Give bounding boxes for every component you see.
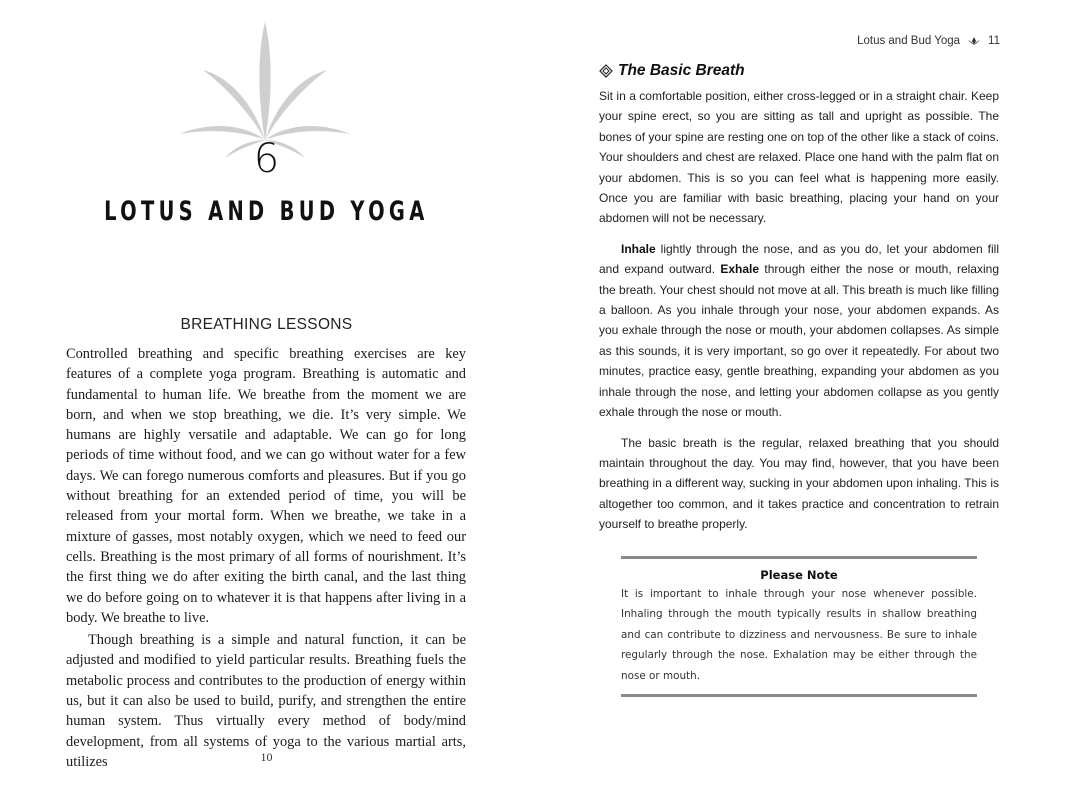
left-body-text: [66, 344, 466, 772]
section-title-text: The Basic Breath: [618, 62, 745, 79]
section-heading: BREATHING LESSONS: [180, 316, 353, 333]
body-text-span: through either the nose or mouth, relaxing the breath. Your chest should not move at all. This breath is much like filling a balloon. As you inhale through your nose, your abdomen expands. As you exhale through the nose or mouth, your abdomen collapses. As simple as this sounds, it is very important, so go over it repeatedly. For about two minutes, practice easy, gentle breathing, expanding your abdomen as you inhale through the nose, and letting your abdomen collapse as you gently exhale through the nose or mouth.: [599, 262, 1000, 420]
body-paragraph: The basic breath is the regular, relaxed breathing that you should maintain throughout the day. You may find, however, that you have been breathing in a different way, sucking in your abdomen upon inhaling. This is altogether too common, and it takes practice and concentration to retrain yourself to breathe properly.: [599, 435, 999, 532]
body-paragraph: Controlled breathing and specific breathing exercises are key features of a complete yoga program. Breathing is automatic and fundamental to human life. We breathe from the moment we are born, and when we stop breathing, we die. It’s very simple. We humans are highly versatile and adaptable. We can go for long periods of time without food, and we can go without water for a few days. We can forego numerous comforts and pleasures. But if you go without breathing for an extended period of time, you will be released from your mortal form. When we breathe, we take in a mixture of gasses, most notably oxygen, which we need to feed our cells. Breathing is the most primary of all forms of nourishment. It’s the first thing we do after exiting the birth canal, and the last thing we do before going on to whatever it is that happens after living in a body. We breathe to live.: [66, 346, 466, 626]
chapter-title: LOTUS AND BUD YOGA: [104, 196, 429, 227]
right-page: [533, 0, 1066, 800]
exhale-term: Exhale: [720, 262, 760, 277]
note-top-rule: [621, 556, 977, 559]
body-paragraph: Sit in a comfortable position, either cross-legged or in a straight chair. Keep your spine erect, so you are sitting as tall and upright as possible. The bones of your spine are resting one on top of the other like a stack of coins. Your shoulders and chest are relaxed. Place one hand with the palm flat on your abdomen. This is so you can feel what is happening more easily. Once you are familiar with basic breathing, placing your hand on your abdomen will not be necessary.: [599, 89, 999, 226]
note-box: [621, 556, 977, 697]
note-title: Please Note: [760, 568, 838, 582]
body-paragraph: [599, 239, 999, 423]
body-paragraph: Though breathing is a simple and natural function, it can be adjusted and modified to yield particular results. Breathing fuels the metabolic process and contributes to the production of energy within us, but it can also be used to build, purify, and strengthen the entire human system. Thus virtually every method of body/mind development, from all systems of yoga to the various martial arts, utilizes: [66, 632, 466, 770]
page-number: 11: [988, 35, 1000, 47]
right-body-text: [599, 86, 999, 535]
running-head-title: Lotus and Bud Yoga: [857, 35, 961, 47]
page-number: 10: [260, 750, 273, 764]
diamond-bullet-icon: [599, 64, 613, 78]
body-text-span: lightly through the nose, and as you do, let your abdomen fill and expand outward.: [599, 241, 999, 277]
inhale-term: Inhale: [621, 241, 656, 256]
note-text: It is important to inhale through your nose whenever possible. Inhaling through the mouth typically results in shallow breathing and can contribute to dizziness and nervousness. Be sure to inhale regularly through the nose. Exhalation may be either through the nose or mouth.: [621, 588, 977, 682]
running-head: [857, 35, 1000, 47]
note-bottom-rule: [621, 694, 977, 697]
chapter-number: 6: [253, 136, 280, 182]
section-title: [599, 62, 745, 80]
lotus-ornament-icon: [968, 37, 980, 45]
